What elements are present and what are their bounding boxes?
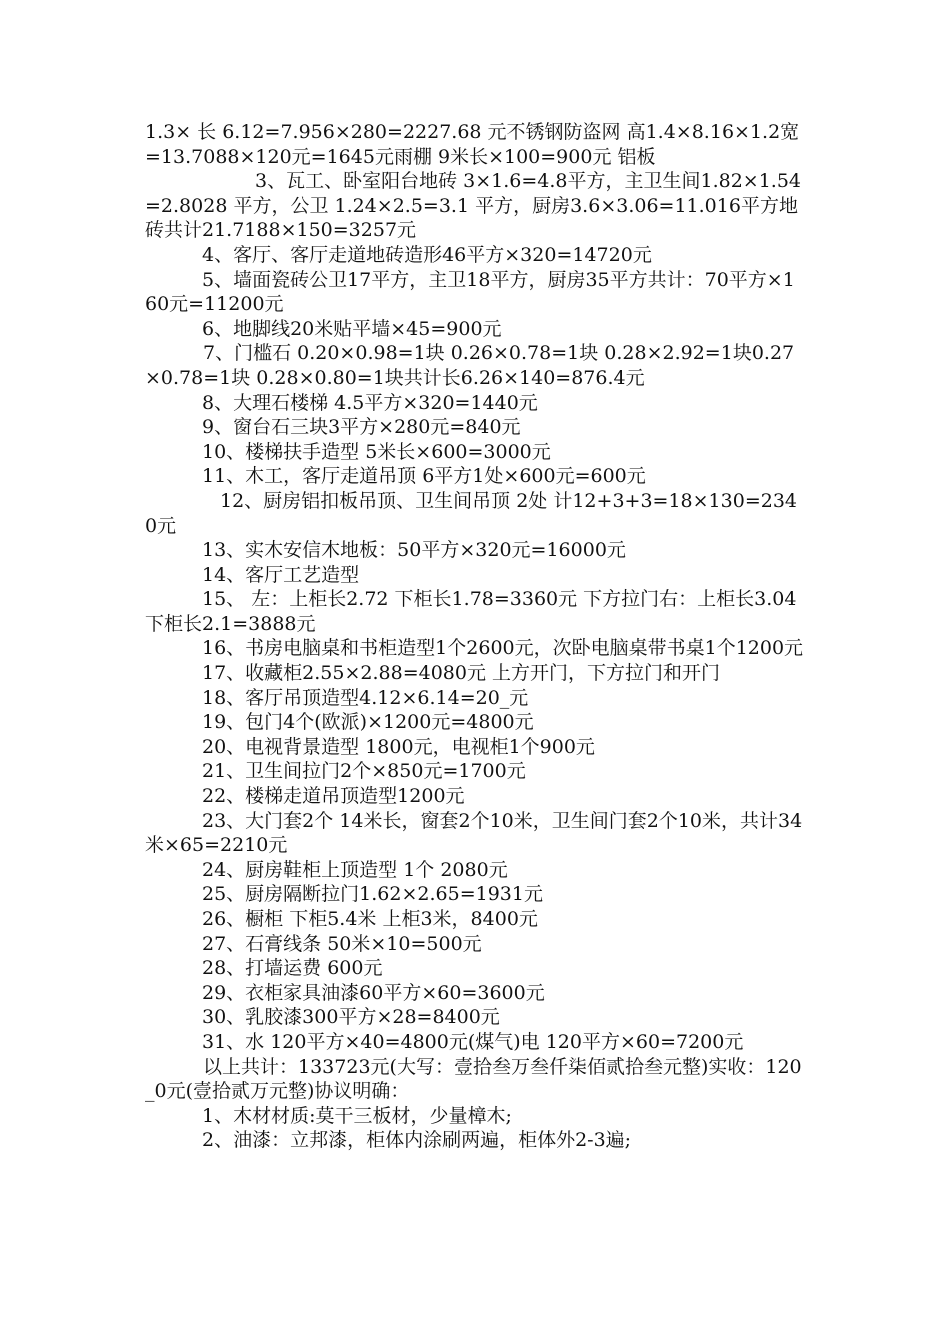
list-item [145, 956, 805, 981]
list-item [145, 440, 805, 465]
paragraph-text: 8、大理石楼梯 4.5平方×320=1440元 [202, 391, 538, 414]
paragraph-text: 6、地脚线20米贴平墙×45=900元 [202, 317, 502, 340]
agreement-item [145, 1128, 805, 1153]
paragraph-text: 11、木工，客厅走道吊顶 6平方1处×600元=600元 [202, 465, 646, 488]
list-item [145, 809, 805, 858]
paragraph-text: 14、客厅工艺造型 [202, 563, 360, 586]
paragraph-text: 28、打墙运费 600元 [202, 957, 383, 980]
paragraph-text: 21、卫生间拉门2个×850元=1700元 [202, 760, 526, 783]
list-item [145, 735, 805, 760]
paragraph-text: 4、客厅、客厅走道地砖造形46平方×320=14720元 [202, 243, 652, 266]
paragraph-text: 18、客厅吊顶造型4.12×6.14=20_元 [202, 686, 529, 709]
list-item [145, 243, 805, 268]
list-item [145, 464, 805, 489]
list-item [145, 907, 805, 932]
list-item [145, 1030, 805, 1055]
paragraph-text: 以上共计：133723元(大写：壹拾叁万叁仟柒佰贰拾叁元整)实收：120_0元(壹拾贰万元整)协议明确： [145, 1055, 802, 1103]
paragraph-text: 19、包门4个(欧派)×1200元=4800元 [202, 711, 534, 734]
list-item [145, 587, 805, 636]
list-item [145, 268, 805, 317]
paragraph-text: 7、门槛石 0.20×0.98=1块 0.26×0.78=1块 0.28×2.92=1块0.27×0.78=1块 0.28×0.80=1块共计长6.26×140=876.4元 [145, 342, 795, 389]
paragraph-text: 13、实木安信木地板：50平方×320元=16000元 [202, 539, 626, 562]
list-item [145, 932, 805, 957]
paragraph-text: 20、电视背景造型 1800元，电视柜1个900元 [202, 735, 595, 758]
list-item [145, 489, 805, 538]
list-item [145, 317, 805, 342]
list-item [145, 415, 805, 440]
paragraph-text: 29、衣柜家具油漆60平方×60=3600元 [202, 981, 545, 1004]
paragraph-text: 30、乳胶漆300平方×28=8400元 [202, 1006, 500, 1029]
list-item [145, 661, 805, 686]
paragraph-security-net [145, 120, 805, 169]
paragraph-text: 12、厨房铝扣板吊顶、卫生间吊顶 2处 计12+3+3=18×130=2340元 [145, 489, 798, 537]
total-summary [145, 1055, 805, 1104]
paragraph-text: 31、水 120平方×40=4800元(煤气)电 120平方×60=7200元 [202, 1030, 744, 1053]
list-item [145, 1005, 805, 1030]
list-item [145, 636, 805, 661]
list-item [145, 341, 805, 390]
paragraph-text: 9、窗台石三块3平方×280元=840元 [202, 416, 521, 439]
paragraph-text: 24、厨房鞋柜上顶造型 1个 2080元 [202, 858, 508, 881]
paragraph-text: 26、橱柜 下柜5.4米 上柜3米，8400元 [202, 908, 538, 930]
paragraph-text: 25、厨房隔断拉门1.62×2.65=1931元 [202, 883, 543, 906]
paragraph-text: 1、木材材质:莫干三板材，少量樟木; [202, 1104, 512, 1127]
list-item [145, 710, 805, 735]
list-item [145, 981, 805, 1006]
paragraph-text: 5、墙面瓷砖公卫17平方，主卫18平方，厨房35平方共计：70平方×160元=11200元 [145, 268, 795, 316]
paragraph-tiling [145, 169, 805, 243]
list-item [145, 686, 805, 711]
paragraph-text: 23、大门套2个 14米长，窗套2个10米，卫生间门套2个10米，共计34米×65=2210元 [145, 809, 803, 857]
paragraph-text: 10、楼梯扶手造型 5米长×600=3000元 [202, 440, 551, 463]
list-item [145, 759, 805, 784]
list-item [145, 538, 805, 563]
paragraph-text: 15、 左：上柜长2.72 下柜长1.78=3360元 下方拉门右：上柜长3.04 下柜长2.1=3888元 [145, 588, 797, 635]
paragraph-text: 16、书房电脑桌和书柜造型1个2600元，次卧电脑桌带书桌1个1200元 [202, 637, 804, 660]
list-item [145, 858, 805, 883]
paragraph-text: 2、油漆：立邦漆，柜体内涂刷两遍，柜体外2-3遍; [202, 1129, 632, 1152]
paragraph-text: 3、瓦工、卧室阳台地砖 3×1.6=4.8平方，主卫生间1.82×1.54=2.8028 平方，公卫 1.24×2.5=3.1 平方，厨房3.6×3.06=11.016平方地砖共计21.7188×150=3257元 [145, 170, 802, 242]
list-item [145, 563, 805, 588]
list-item [145, 391, 805, 416]
paragraph-text: 17、收藏柜2.55×2.88=4080元 上方开门，下方拉门和开门 [202, 662, 721, 685]
list-item [145, 882, 805, 907]
document-body [145, 120, 805, 1153]
agreement-item [145, 1104, 805, 1129]
paragraph-text: 27、石膏线条 50米×10=500元 [202, 932, 482, 955]
list-item [145, 784, 805, 809]
paragraph-text: 22、楼梯走道吊顶造型1200元 [202, 785, 465, 808]
paragraph-text: 1.3× 长 6.12=7.956×280=2227.68 元不锈钢防盗网 高1.4×8.16×1.2宽=13.7088×120元=1645元雨棚 9米长×100=900元 铝板 [145, 121, 800, 168]
